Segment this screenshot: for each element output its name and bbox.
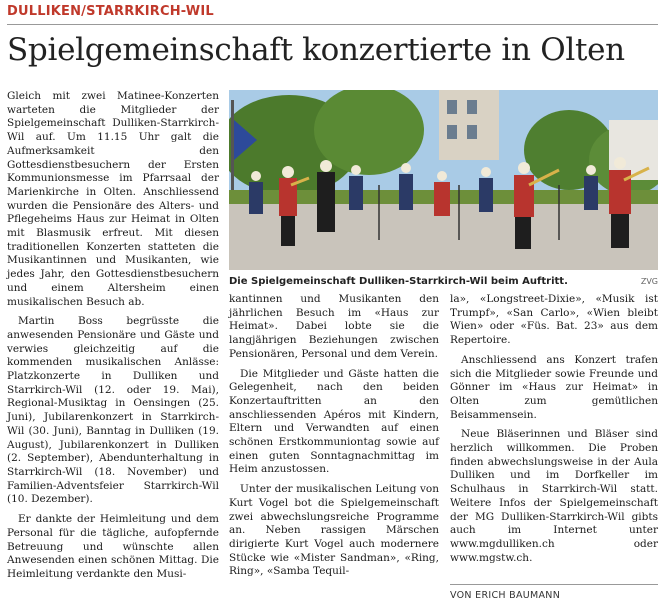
paragraph: Er dankte der Heimleitung und dem Personal für die tägliche, aufopfernde Betreuung und wünschte allen Anwesenden einen schönen Mittag. Die Heimleitung verdankte den Musi- bbox=[7, 513, 219, 580]
band-photo bbox=[229, 90, 658, 270]
paragraph: Gleich mit zwei Matinee-Konzerten warteten die Mitglieder der Spielgemeinschaft Dulliken-Starrkirch-Wil auf. Um 11.15 Uhr galt die Aufmerksamkeit den Gottesdienstbesuchern der Ersten Kommunionsmesse im Pfarrsaal der Marienkirche in Olten. Anschliessend wurden die Pensionäre des Alters- und Pflegeheims Haus zur Heimat in Olten mit Blasmusik erfreut. Mit diesen traditionellen Konzerten statteten die Musikantinnen und Musikanten, wie jedes Jahr, den Gottesdienstbesuchern und einem Altersheim einen musikalischen Besuch ab. bbox=[7, 90, 219, 308]
article-column-3 bbox=[450, 293, 658, 571]
top-rule bbox=[7, 24, 658, 25]
paragraph: Neue Bläserinnen und Bläser sind herzlich willkommen. Die Proben finden abwechslungsweise in der Aula Dulliken und im Dorfkeller im Schulhaus in Starrkirch-Wil statt. Weitere Infos der Spielgemeinschaft der MG Dulliken-Starrkirch-Wil gibts auch im Internet unter www.mgdulliken.ch oder www.mgstw.ch. bbox=[450, 428, 658, 564]
byline: VON ERICH BAUMANN bbox=[450, 590, 561, 601]
paragraph: Die Mitglieder und Gäste hatten die Gelegenheit, nach den beiden Konzertauftritten an den anschliessenden Apéros mit Kindern, Eltern und Verwandten auf einen schönen Erstkommuniontag sowie auf einen guten Sonntagnachmittag im Heim anzustossen. bbox=[229, 367, 439, 476]
caption-text: Die Spielgemeinschaft Dulliken-Starrkirch-Wil beim Auftritt. bbox=[229, 276, 568, 287]
headline: Spielgemeinschaft konzertierte in Olten bbox=[7, 32, 625, 68]
article-column-1 bbox=[7, 90, 219, 588]
paragraph: Anschliessend ans Konzert trafen sich die Mitglieder sowie Freunde und Gönner im «Haus zur Heimat» in Olten zum gemütlichen Beisammensein. bbox=[450, 353, 658, 421]
article-column-2 bbox=[229, 293, 439, 585]
paragraph: la», «Longstreet-Dixie», «Musik ist Trumpf», «San Carlo», «Wien bleibt Wien» oder «Füs. Bat. 23» aus dem Repertoire. bbox=[450, 293, 658, 347]
byline-rule bbox=[450, 584, 658, 585]
photo-credit: ZVG bbox=[640, 277, 658, 286]
section-label: DULLIKEN/STARRKIRCH-WIL bbox=[7, 4, 214, 19]
paragraph: Martin Boss begrüsste die anwesenden Pensionäre und Gäste und verwies gleichzeitig auf die kommenden musikalischen Anlässe: Platzkonzerte in Dulliken und Starrkirch-Wil (12. oder 19. Mai), Regional-Musiktag in Oensingen (25. Juni), Jubilarenkonzert in Starrkirch-Wil (30. Juni), Banntag in Dulliken (19. August), Jubilarenkonzert in Dulliken (2. September), Abendunterhaltung in Starrkirch-Wil (18. November) und Familien-Adventsfeier Starrkirch-Wil (10. Dezember). bbox=[7, 315, 219, 506]
band-photo-illustration bbox=[229, 90, 658, 270]
paragraph: kantinnen und Musikanten den jährlichen Besuch im «Haus zur Heimat». Dabei lobte sie die langjährigen Beziehungen zwischen Pensionären, Personal und dem Verein. bbox=[229, 293, 439, 360]
paragraph: Unter der musikalischen Leitung von Kurt Vogel bot die Spielgemeinschaft zwei abwechslungsreiche Programme an. Neben rassigen Märschen dirigierte Kurt Vogel auch modernere Stücke wie «Mister Sandman», «Ring, Ring», «Samba Tequil- bbox=[229, 483, 439, 578]
photo-caption bbox=[229, 276, 658, 287]
